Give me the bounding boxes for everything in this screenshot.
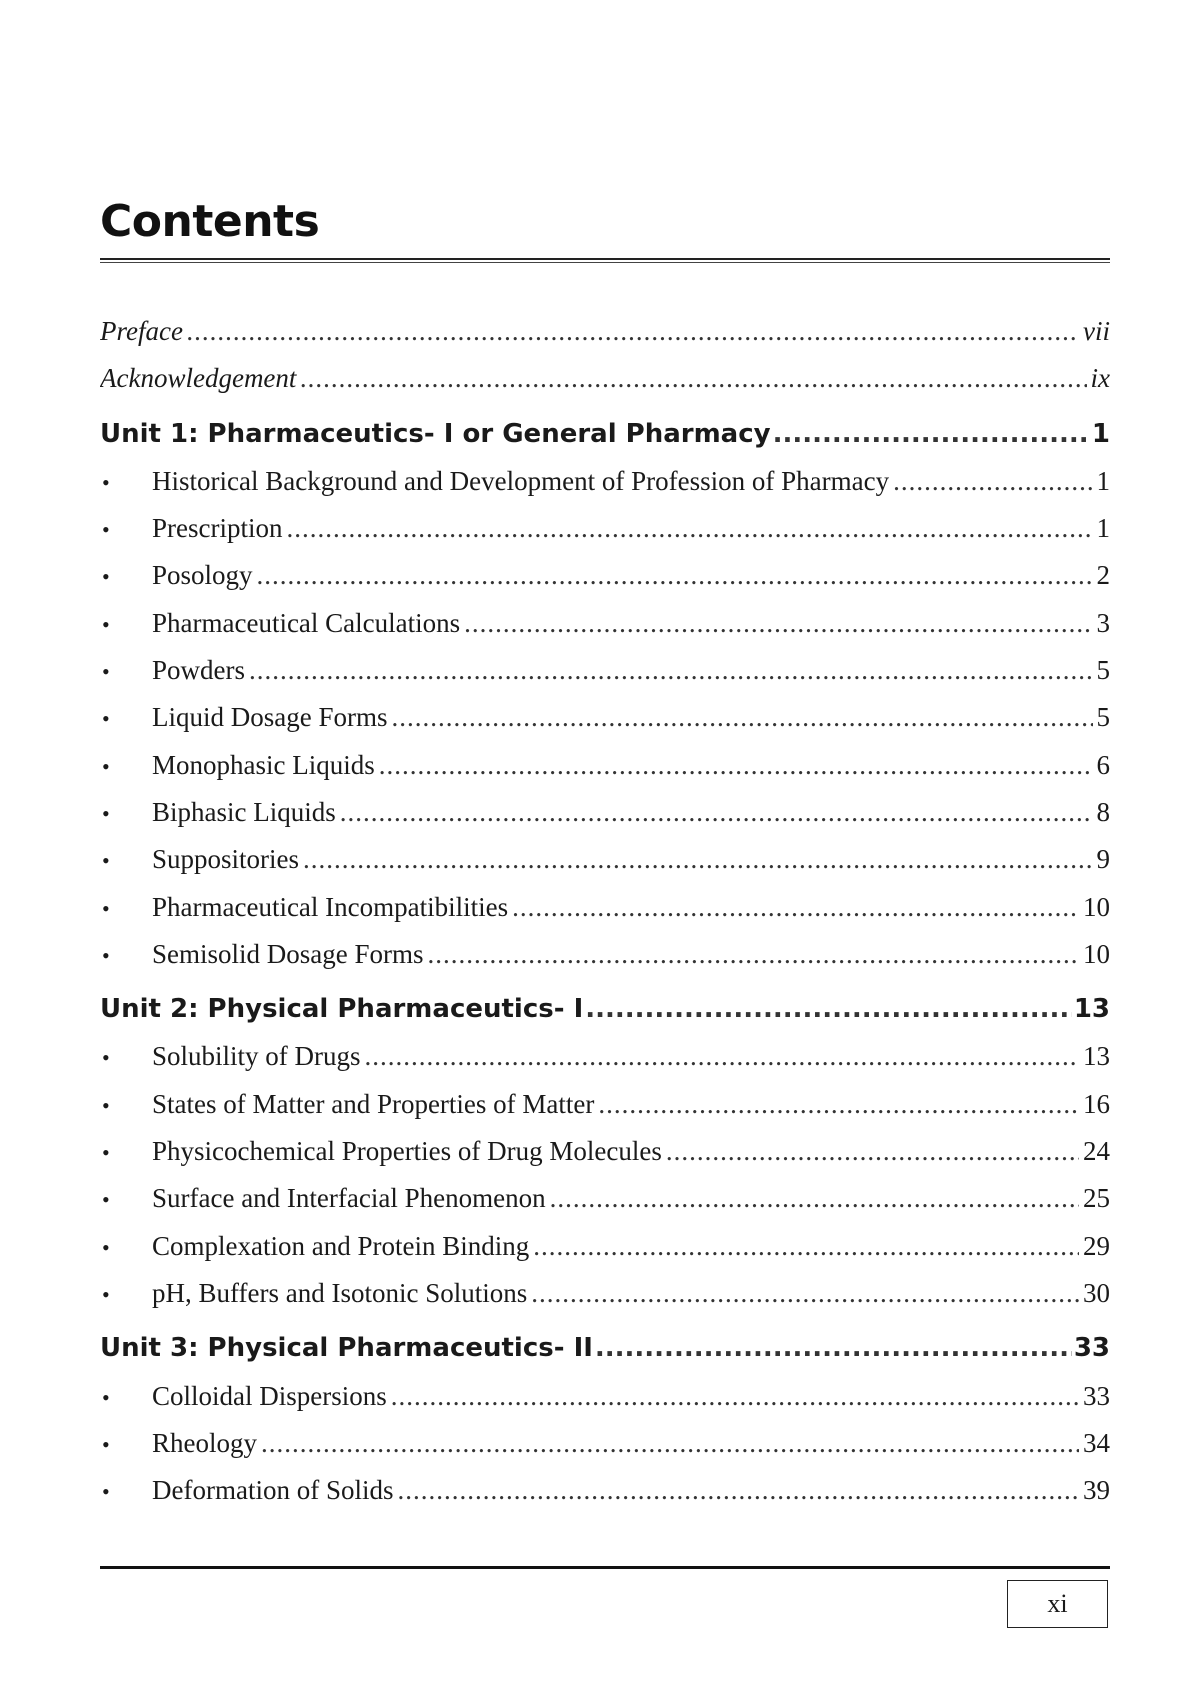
toc-unit-heading[interactable] xyxy=(100,1333,1110,1380)
dot-leader xyxy=(397,1475,1079,1506)
title-rule-thin xyxy=(100,262,1110,263)
toc-page-number: 10 xyxy=(1083,891,1110,922)
toc-entry[interactable] xyxy=(100,655,1110,702)
bullet-icon: • xyxy=(102,659,110,685)
dot-leader xyxy=(598,1089,1079,1120)
dot-leader xyxy=(187,316,1079,347)
page-number-box xyxy=(1007,1580,1108,1628)
toc-entry[interactable] xyxy=(100,513,1110,560)
toc-page-number: 5 xyxy=(1096,702,1110,733)
dot-leader xyxy=(303,844,1092,875)
toc-entry[interactable] xyxy=(100,1475,1110,1522)
toc-entry-title: Unit 2: Physical Pharmaceutics- I xyxy=(100,994,584,1025)
bullet-icon: • xyxy=(102,517,110,543)
toc-entry-title: Biphasic Liquids xyxy=(152,796,336,827)
bullet-icon: • xyxy=(102,1140,110,1166)
dot-leader xyxy=(365,1041,1079,1072)
toc-page-number: 39 xyxy=(1083,1475,1110,1506)
toc-entry-title: Prescription xyxy=(152,513,283,544)
toc-page-number: 13 xyxy=(1073,994,1110,1025)
toc-entry-title: Pharmaceutical Incompatibilities xyxy=(152,891,509,922)
toc-entry[interactable] xyxy=(100,608,1110,655)
toc-entry-title: Surface and Interfacial Phenomenon xyxy=(152,1183,546,1214)
toc-entry-title: Rheology xyxy=(152,1427,257,1458)
page-title: Contents xyxy=(100,196,320,247)
toc-entry-title: Colloidal Dispersions xyxy=(152,1380,387,1411)
toc-entry[interactable] xyxy=(100,892,1110,939)
toc-page-number: 2 xyxy=(1096,560,1110,591)
toc-entry[interactable] xyxy=(100,1428,1110,1475)
bullet-icon: • xyxy=(102,1187,110,1213)
toc-page-number: 9 xyxy=(1096,844,1110,875)
toc-entry[interactable] xyxy=(100,560,1110,607)
dot-leader xyxy=(391,1381,1079,1412)
toc-entry-title: Deformation of Solids xyxy=(152,1475,394,1506)
toc-page-number: 8 xyxy=(1096,796,1110,827)
dot-leader xyxy=(464,608,1092,639)
toc-unit-heading[interactable] xyxy=(100,994,1110,1041)
toc-entry-title: Pharmaceutical Calculations xyxy=(152,607,461,638)
toc-entry-title: Complexation and Protein Binding xyxy=(152,1230,530,1261)
toc-entry[interactable] xyxy=(100,1231,1110,1278)
toc-entry[interactable] xyxy=(100,939,1110,986)
toc-entry[interactable] xyxy=(100,1136,1110,1183)
bullet-icon: • xyxy=(102,564,110,590)
toc-entry[interactable] xyxy=(100,1183,1110,1230)
dot-leader xyxy=(340,797,1093,828)
bullet-icon: • xyxy=(102,895,110,921)
toc-page-number: 30 xyxy=(1083,1277,1110,1308)
toc-front-matter-entry[interactable] xyxy=(100,316,1110,363)
bullet-icon: • xyxy=(102,753,110,779)
toc-page-number: 3 xyxy=(1096,607,1110,638)
toc-page-number: 13 xyxy=(1083,1041,1110,1072)
toc-page-number: 24 xyxy=(1083,1136,1110,1167)
toc-entry-title: Suppositories xyxy=(152,844,300,875)
toc-entry-title: pH, Buffers and Isotonic Solutions xyxy=(152,1277,528,1308)
toc-entry-title: Acknowledgement xyxy=(100,363,297,394)
toc-entry[interactable] xyxy=(100,466,1110,513)
toc-entry-title: Historical Background and Development of Profession of Pharmacy xyxy=(152,465,890,496)
dot-leader xyxy=(261,1428,1079,1459)
toc-page-number: 33 xyxy=(1073,1333,1110,1364)
toc-entry[interactable] xyxy=(100,1041,1110,1088)
toc-entry-title: Solubility of Drugs xyxy=(152,1041,361,1072)
bullet-icon: • xyxy=(102,1479,110,1505)
dot-leader xyxy=(585,994,1072,1024)
footer-rule xyxy=(100,1566,1110,1569)
dot-leader xyxy=(773,419,1090,449)
toc-page-number: 6 xyxy=(1096,749,1110,780)
dot-leader xyxy=(550,1183,1079,1214)
toc-page-number: 29 xyxy=(1083,1230,1110,1261)
toc-page-number: 1 xyxy=(1096,465,1110,496)
dot-leader xyxy=(392,702,1093,733)
bullet-icon: • xyxy=(102,1281,110,1307)
bullet-icon: • xyxy=(102,611,110,637)
bullet-icon: • xyxy=(102,1384,110,1410)
toc-entry-title: Unit 1: Pharmaceutics- I or General Pharmacy xyxy=(100,418,771,449)
dot-leader xyxy=(533,1231,1079,1262)
dot-leader xyxy=(512,892,1079,923)
toc-entry[interactable] xyxy=(100,797,1110,844)
toc-page-number: 25 xyxy=(1083,1183,1110,1214)
dot-leader xyxy=(249,655,1093,686)
toc-entry-title: States of Matter and Properties of Matter xyxy=(152,1088,595,1119)
toc-entry[interactable] xyxy=(100,844,1110,891)
dot-leader xyxy=(300,363,1086,394)
toc-entry-title: Posology xyxy=(152,560,253,591)
toc-entry[interactable] xyxy=(100,1381,1110,1428)
toc-entry[interactable] xyxy=(100,750,1110,797)
toc-page-number: 33 xyxy=(1083,1380,1110,1411)
bullet-icon: • xyxy=(102,706,110,732)
page-number: xi xyxy=(1047,1589,1068,1618)
dot-leader xyxy=(257,560,1093,591)
title-rule xyxy=(100,258,1110,260)
toc-entry-title: Unit 3: Physical Pharmaceutics- II xyxy=(100,1333,593,1364)
toc-entry-title: Preface xyxy=(100,316,183,346)
bullet-icon: • xyxy=(102,1431,110,1457)
bullet-icon: • xyxy=(102,1092,110,1118)
toc-entry-title: Powders xyxy=(152,655,245,686)
toc-entry-title: Liquid Dosage Forms xyxy=(152,702,388,733)
bullet-icon: • xyxy=(102,1234,110,1260)
toc-front-matter-entry[interactable] xyxy=(100,363,1110,410)
toc-unit-heading[interactable] xyxy=(100,419,1110,466)
toc-entry[interactable] xyxy=(100,1278,1110,1325)
toc-entry[interactable] xyxy=(100,1089,1110,1136)
dot-leader xyxy=(893,466,1092,497)
toc-page-number: 1 xyxy=(1096,513,1110,544)
toc-page-number: 34 xyxy=(1083,1427,1110,1458)
toc-page-number: 10 xyxy=(1083,938,1110,969)
toc-entry[interactable] xyxy=(100,702,1110,749)
toc-entry-title: Monophasic Liquids xyxy=(152,749,375,780)
dot-leader xyxy=(286,513,1092,544)
table-of-contents xyxy=(100,316,1110,1522)
toc-page-number: 16 xyxy=(1083,1088,1110,1119)
toc-page-number: ix xyxy=(1090,363,1110,394)
dot-leader xyxy=(595,1333,1072,1363)
bullet-icon: • xyxy=(102,469,110,495)
toc-entry-title: Physicochemical Properties of Drug Molecules xyxy=(152,1136,662,1167)
dot-leader xyxy=(379,750,1093,781)
bullet-icon: • xyxy=(102,942,110,968)
bullet-icon: • xyxy=(102,1045,110,1071)
toc-entry-title: Semisolid Dosage Forms xyxy=(152,938,424,969)
dot-leader xyxy=(428,939,1079,970)
toc-page-number: vii xyxy=(1083,316,1110,346)
bullet-icon: • xyxy=(102,800,110,826)
toc-page-number: 1 xyxy=(1091,418,1110,449)
dot-leader xyxy=(531,1278,1079,1309)
toc-page-number: 5 xyxy=(1096,655,1110,686)
bullet-icon: • xyxy=(102,848,110,874)
dot-leader xyxy=(666,1136,1079,1167)
